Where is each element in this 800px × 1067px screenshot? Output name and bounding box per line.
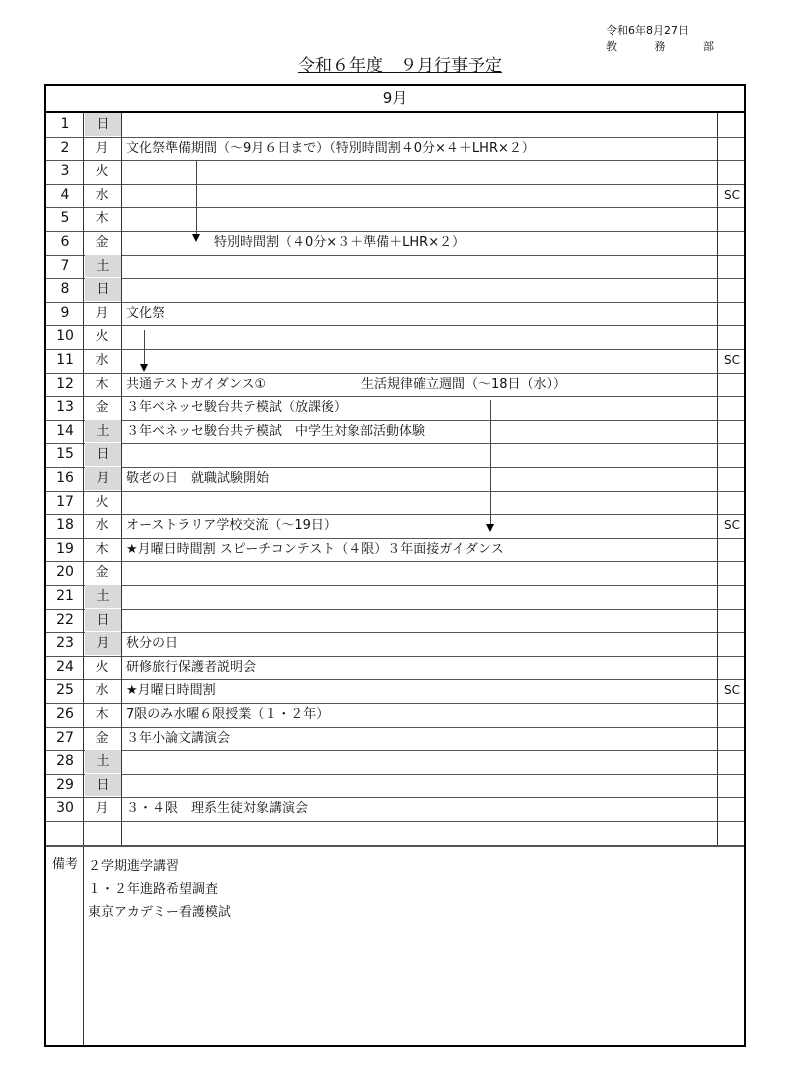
weekday-cell: 木 xyxy=(95,376,109,392)
event-cell: ３年小論文講演会 xyxy=(126,730,231,746)
schedule-table xyxy=(44,84,746,1047)
sc-cell: SC xyxy=(724,187,740,202)
note-item: 東京アカデミー看護模試 xyxy=(88,905,231,920)
day-cell: 3 xyxy=(60,163,70,180)
table-row xyxy=(46,821,744,846)
table-row xyxy=(46,656,744,681)
table-row xyxy=(46,160,744,185)
event-cell: 敬老の日 就職試験開始 xyxy=(126,471,270,486)
weekday-cell: 火 xyxy=(95,329,109,345)
table-row xyxy=(46,632,744,657)
event-cell: 共通テストガイダンス① xyxy=(126,376,267,392)
table-row xyxy=(46,679,744,704)
event-cell: ★月曜日時間割 xyxy=(126,683,216,699)
weekday-cell: 木 xyxy=(95,541,109,557)
day-cell: 28 xyxy=(56,753,74,770)
table-row xyxy=(46,538,744,563)
day-cell: 7 xyxy=(60,257,70,274)
weekday-cell: 土 xyxy=(85,750,121,773)
weekday-cell: 日 xyxy=(85,443,121,466)
day-cell: 17 xyxy=(56,493,74,510)
table-row xyxy=(46,420,744,445)
day-cell: 25 xyxy=(56,682,74,699)
weekday-cell: 木 xyxy=(95,707,109,722)
table-row xyxy=(46,797,744,822)
day-cell: 20 xyxy=(56,564,74,581)
department-char: 務 xyxy=(654,40,666,53)
page-title: 令和６年度 ９月行事予定 xyxy=(298,56,502,76)
day-cell: 2 xyxy=(60,139,70,156)
column-divider xyxy=(717,113,718,845)
weekday-cell: 月 xyxy=(95,801,109,817)
note-item: １・２年進路希望調査 xyxy=(88,882,219,897)
day-cell: 8 xyxy=(60,281,70,298)
table-row xyxy=(46,278,744,303)
event-cell: 特別時間割（４0分×３＋準備＋LHR×２） xyxy=(214,235,466,250)
day-cell: 23 xyxy=(56,635,74,652)
weekday-cell: 金 xyxy=(95,565,109,581)
arrowhead-icon xyxy=(486,524,494,532)
weekday-cell: 水 xyxy=(95,518,109,534)
event-cell: 研修旅行保護者説明会 xyxy=(126,659,257,675)
column-divider xyxy=(121,113,122,845)
department xyxy=(606,38,714,54)
table-row xyxy=(46,491,744,516)
weekday-cell: 金 xyxy=(95,235,109,250)
event-cell: 秋分の日 xyxy=(126,636,179,652)
notes-section xyxy=(46,845,744,1045)
weekday-cell: 水 xyxy=(95,187,109,203)
day-cell: 5 xyxy=(60,210,70,227)
day-cell: 13 xyxy=(56,399,74,416)
weekday-cell: 月 xyxy=(95,305,109,321)
weekday-cell: 土 xyxy=(85,255,121,278)
table-row xyxy=(46,467,744,492)
weekday-cell: 日 xyxy=(85,278,121,301)
table-row xyxy=(46,255,744,280)
day-cell: 12 xyxy=(56,375,74,392)
weekday-cell: 火 xyxy=(95,659,109,675)
arrowhead-icon xyxy=(192,234,200,242)
duration-arrow xyxy=(196,160,197,234)
weekday-cell: 月 xyxy=(95,140,109,156)
day-cell: 27 xyxy=(56,729,74,746)
day-cell: 9 xyxy=(60,304,70,321)
table-row xyxy=(46,231,744,256)
table-row xyxy=(46,373,744,398)
table-row xyxy=(46,302,744,327)
day-cell: 14 xyxy=(56,422,74,439)
weekday-cell: 土 xyxy=(85,585,121,608)
arrowhead-icon xyxy=(140,364,148,372)
table-row xyxy=(46,184,744,209)
sc-cell: SC xyxy=(724,518,740,533)
day-cell: 21 xyxy=(56,588,74,604)
day-cell: 30 xyxy=(56,800,74,817)
table-row xyxy=(46,585,744,610)
weekday-cell: 土 xyxy=(85,420,121,443)
day-cell: 18 xyxy=(56,517,74,534)
table-row xyxy=(46,609,744,634)
weekday-cell: 水 xyxy=(95,353,109,368)
sc-cell: SC xyxy=(724,353,740,367)
day-cell: 11 xyxy=(56,352,74,368)
day-cell: 10 xyxy=(56,328,74,345)
weekday-cell: 水 xyxy=(95,683,109,699)
table-row xyxy=(46,137,744,162)
weekday-cell: 火 xyxy=(95,494,109,510)
department-char: 教 xyxy=(606,40,617,53)
weekday-cell: 日 xyxy=(85,113,121,136)
weekday-cell: 日 xyxy=(85,774,121,797)
day-cell: 26 xyxy=(56,706,74,722)
table-row xyxy=(46,514,744,539)
event-cell: ３年ベネッセ駿台共テ模試 中学生対象部活動体験 xyxy=(126,423,426,439)
weekday-cell: 月 xyxy=(85,632,121,655)
table-row xyxy=(46,727,744,752)
weekday-cell: 日 xyxy=(85,609,121,632)
weekday-cell: 火 xyxy=(95,164,109,180)
day-cell: 15 xyxy=(56,446,74,463)
table-row xyxy=(46,561,744,586)
duration-arrow xyxy=(144,330,145,364)
table-row xyxy=(46,774,744,799)
event-cell: 文化祭 xyxy=(126,305,166,321)
table-row xyxy=(46,443,744,468)
day-cell: 6 xyxy=(60,234,70,250)
day-cell: 29 xyxy=(56,776,74,793)
day-cell: 19 xyxy=(56,540,74,557)
day-cell: 16 xyxy=(56,470,74,486)
day-cell: 22 xyxy=(56,611,74,628)
weekday-cell: 木 xyxy=(95,211,109,227)
day-cell: 1 xyxy=(60,116,70,132)
day-cell: 4 xyxy=(60,186,70,203)
event-cell: 生活規律確立週間（～18日（水）） xyxy=(361,376,567,392)
table-row xyxy=(46,349,744,374)
duration-arrow xyxy=(490,400,491,524)
event-cell: 7限のみ水曜６限授業（１・２年） xyxy=(126,707,330,722)
table-row xyxy=(46,325,744,350)
department-char: 部 xyxy=(703,40,714,53)
notes-label: 備考 xyxy=(51,857,78,872)
table-row xyxy=(46,113,744,138)
event-cell: 文化祭準備期間（～9月６日まで）（特別時間割４0分×４＋LHR×２） xyxy=(126,140,535,156)
event-cell: ★月曜日時間割 スピーチコンテスト（４限）３年面接ガイダンス xyxy=(126,541,504,557)
weekday-cell: 月 xyxy=(85,467,121,490)
month-header: 9月 xyxy=(46,86,744,113)
event-cell: ３・４限 理系生徒対象講演会 xyxy=(126,801,309,817)
table-row xyxy=(46,396,744,421)
table-row xyxy=(46,750,744,775)
weekday-cell: 金 xyxy=(95,400,109,416)
event-cell: オーストラリア学校交流（～19日） xyxy=(126,518,337,534)
table-row xyxy=(46,207,744,232)
day-cell: 24 xyxy=(56,658,74,675)
note-item: ２学期進学講習 xyxy=(88,859,180,874)
table-row xyxy=(46,703,744,728)
sc-cell: SC xyxy=(724,683,740,698)
event-cell: ３年ベネッセ駿台共テ模試（放課後） xyxy=(126,400,348,416)
issue-date: 令和6年8月27日 xyxy=(606,24,689,37)
weekday-cell: 金 xyxy=(95,730,109,746)
